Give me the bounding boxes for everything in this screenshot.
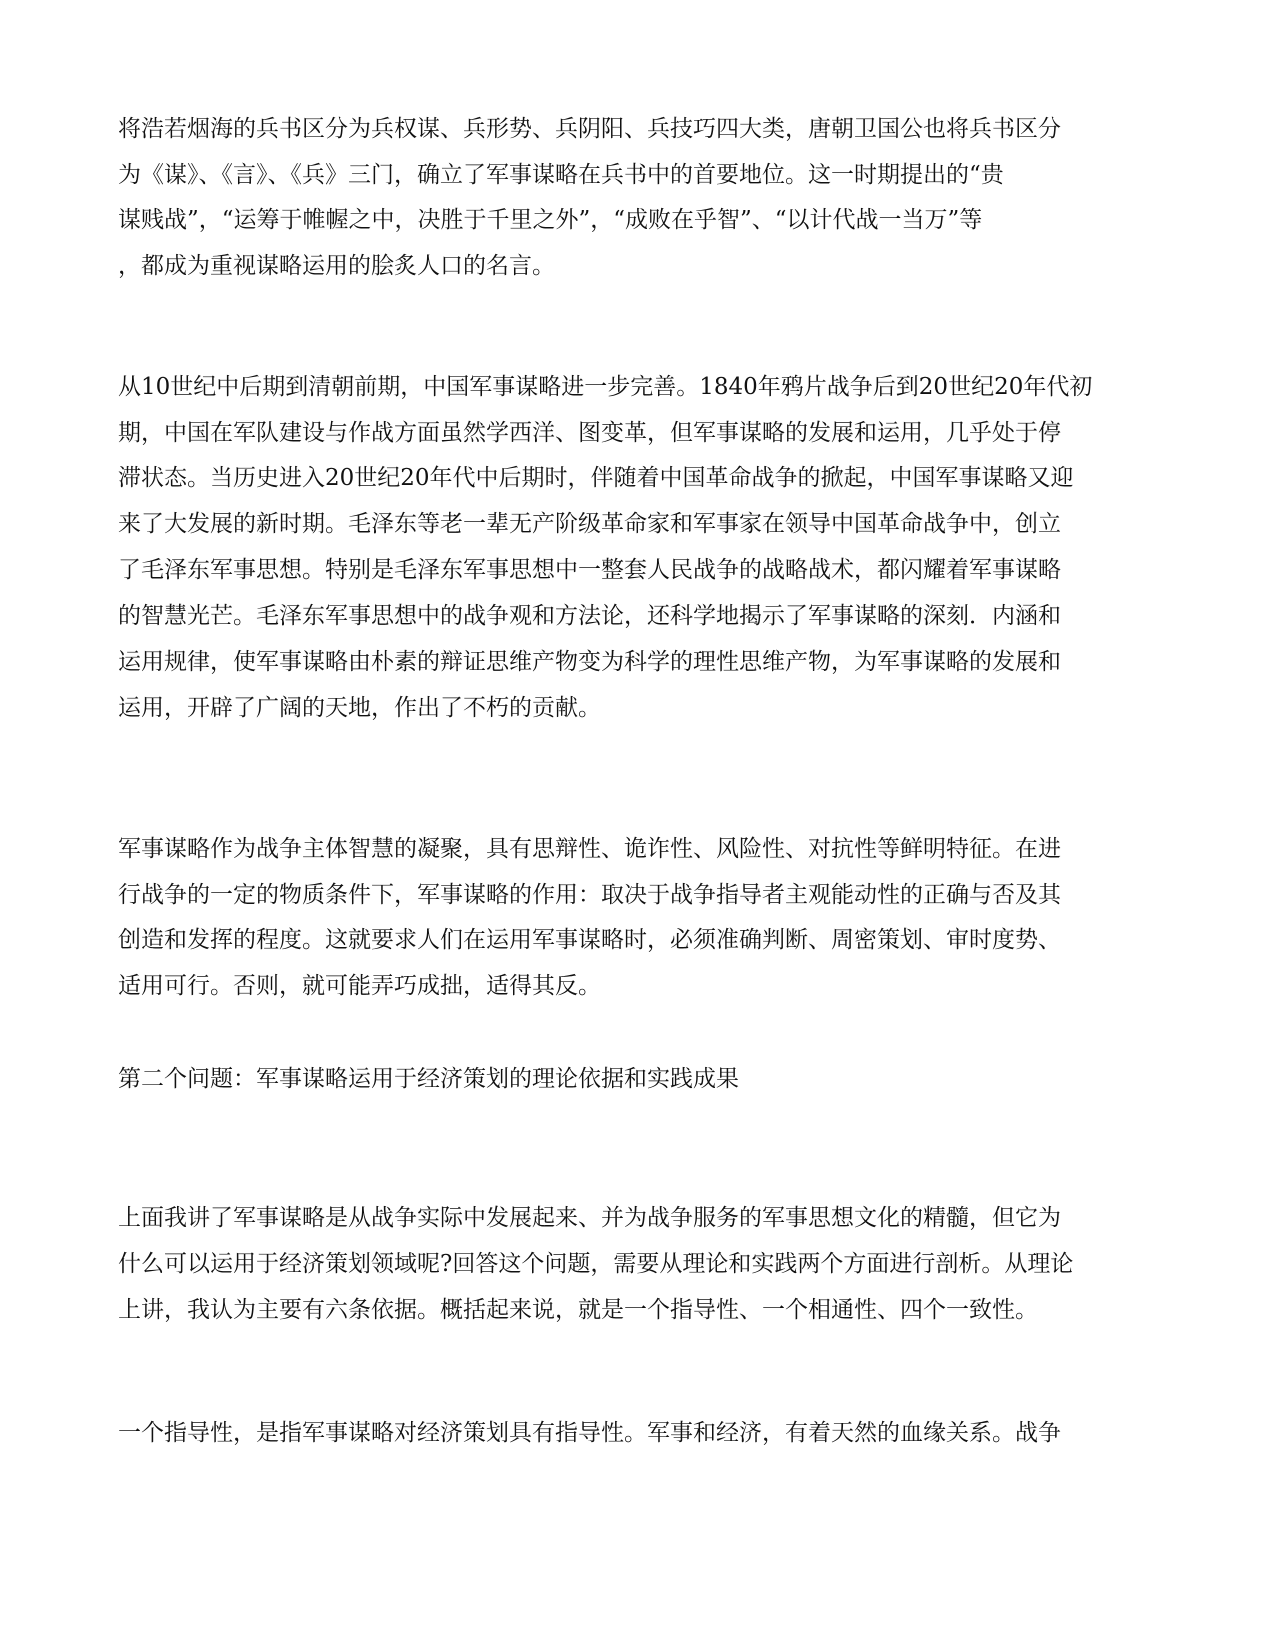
text-line: 为《谋》、《言》、《兵》三门，确立了军事谋略在兵书中的首要地位。这一时期提出的“贵	[118, 162, 1004, 188]
text-line: 将浩若烟海的兵书区分为兵权谋、兵形势、兵阴阳、兵技巧四大类，唐朝卫国公也将兵书区分	[118, 116, 1061, 142]
text-line: 创造和发挥的程度。这就要求人们在运用军事谋略时，必须准确判断、周密策划、审时度势、	[118, 927, 1061, 953]
text-line: 什么可以运用于经济策划领域呢?回答这个问题，需要从理论和实践两个方面进行剖析。从理论	[118, 1251, 1074, 1277]
text-line: 军事谋略作为战争主体智慧的凝聚，具有思辩性、诡诈性、风险性、对抗性等鲜明特征。在进	[118, 836, 1061, 862]
text-line: 谋贱战”，“运筹于帷幄之中，决胜于千里之外”，“成败在乎智”、“以计代战一当万”等	[118, 207, 983, 233]
text-line: 上讲，我认为主要有六条依据。概括起来说，就是一个指导性、一个相通性、四个一致性。	[118, 1297, 1038, 1323]
section-heading-text: 第二个问题：军事谋略运用于经济策划的理论依据和实践成果	[118, 1066, 739, 1092]
text-line: 从10世纪中后期到清朝前期，中国军事谋略进一步完善。1840年鸦片战争后到20世纪20年代初	[118, 374, 1093, 400]
text-line: 运用，开辟了广阔的天地，作出了不朽的贡献。	[118, 695, 601, 721]
text-line: 来了大发展的新时期。毛泽东等老一辈无产阶级革命家和军事家在领导中国革命战争中，创立	[118, 511, 1061, 537]
text-line: 期，中国在军队建设与作战方面虽然学西洋、图变革，但军事谋略的发展和运用，几乎处于停	[118, 420, 1061, 446]
text-line: ，都成为重视谋略运用的脍炙人口的名言。	[118, 253, 555, 279]
text-line: 滞状态。当历史进入20世纪20年代中后期时，伴随着中国革命战争的掀起，中国军事谋略又迎	[118, 465, 1074, 491]
text-line: 的智慧光芒。毛泽东军事思想中的战争观和方法论，还科学地揭示了军事谋略的深刻．内涵和	[118, 603, 1061, 629]
text-line: 运用规律，使军事谋略由朴素的辩证思维产物变为科学的理性思维产物，为军事谋略的发展和	[118, 649, 1061, 675]
text-line: 上面我讲了军事谋略是从战争实际中发展起来、并为战争服务的军事思想文化的精髓，但它为	[118, 1205, 1061, 1231]
text-line: 一个指导性，是指军事谋略对经济策划具有指导性。军事和经济，有着天然的血缘关系。战争	[118, 1420, 1061, 1446]
text-line: 了毛泽东军事思想。特别是毛泽东军事思想中一整套人民战争的战略战术，都闪耀着军事谋略	[118, 557, 1061, 583]
text-line: 适用可行。否则，就可能弄巧成拙，适得其反。	[118, 973, 601, 999]
text-line: 行战争的一定的物质条件下，军事谋略的作用：取决于战争指导者主观能动性的正确与否及其	[118, 882, 1061, 908]
